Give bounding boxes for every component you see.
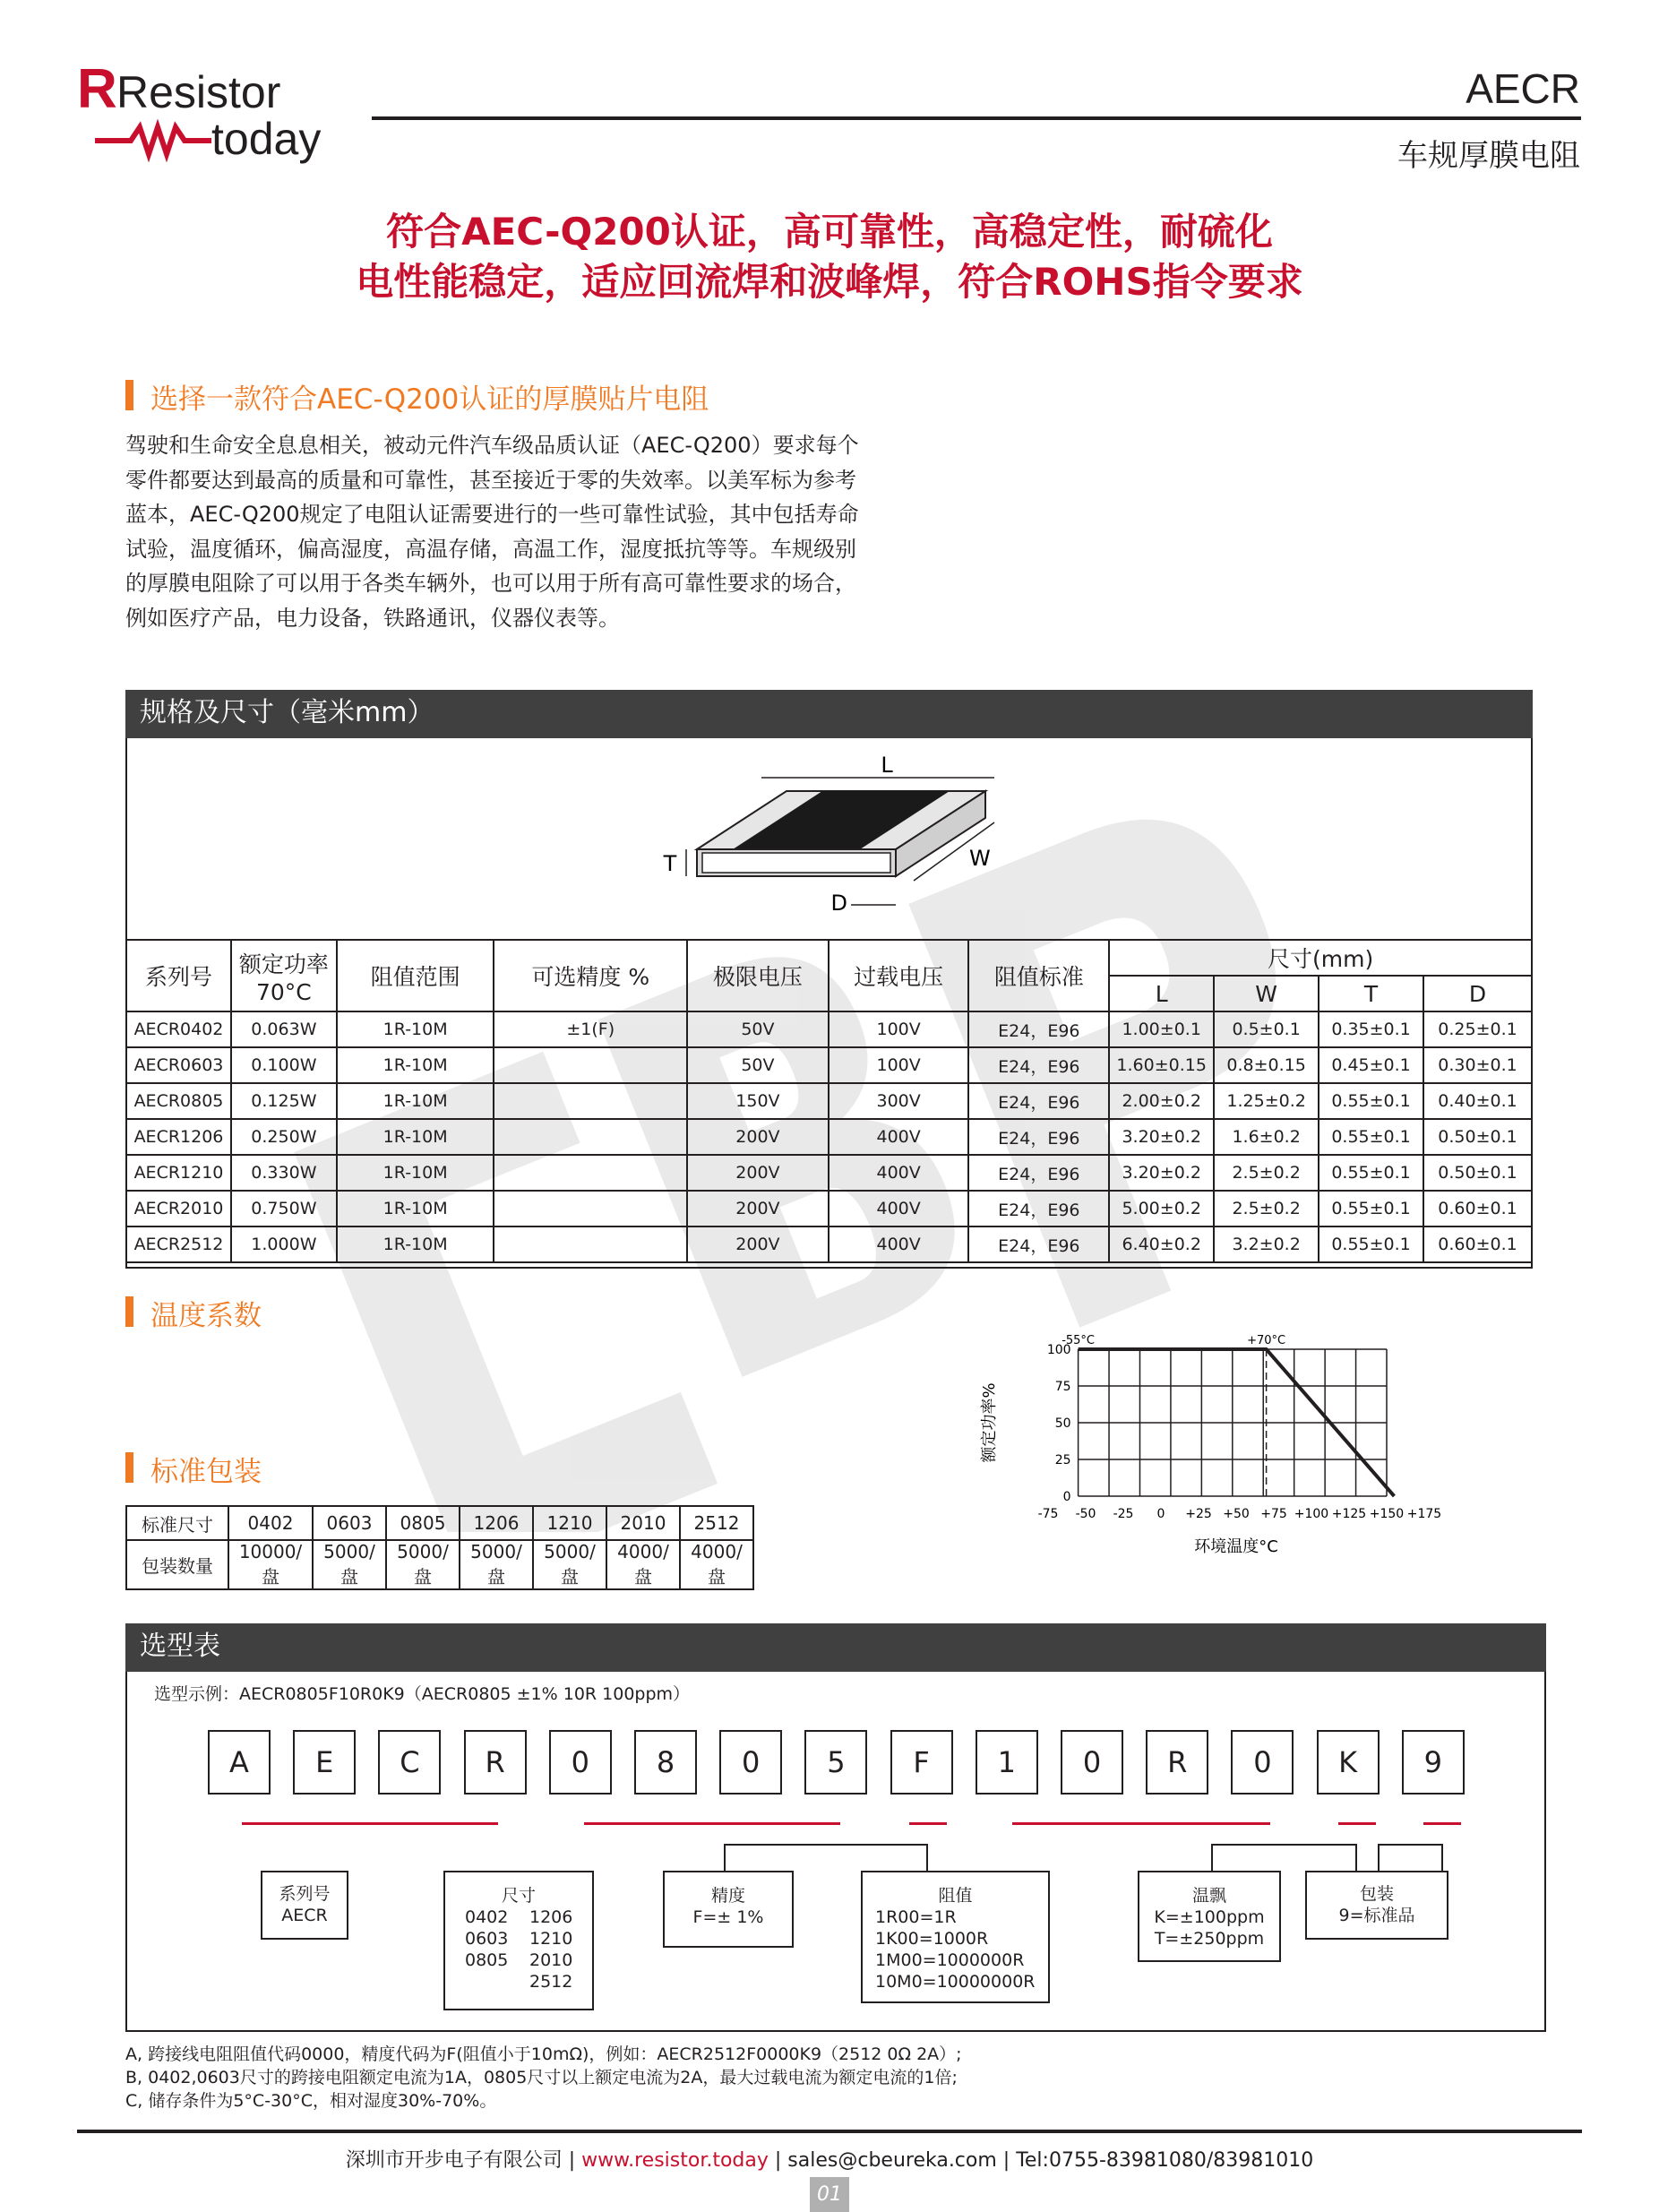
header-rule [372,116,1581,120]
x-tick-label: +25 [1185,1507,1212,1521]
cell-tolerance [494,1047,687,1083]
tcr-legend [1138,1871,1281,1962]
legend-line: 1R00=1R [875,1907,957,1927]
intro-line: 驾驶和生命安全息息相关，被动元件汽车级品质认证（AEC-Q200）要求每个 [125,433,859,458]
derating-chart [976,1317,1460,1559]
page-number: 01 [810,2177,849,2212]
y-tick-label: 25 [1054,1453,1071,1467]
cell-W: 2.5±0.2 [1214,1155,1319,1191]
col-overload-voltage: 过载电压 [829,940,969,1011]
table-row [126,1119,1532,1155]
dim-label-L: L [881,753,893,778]
dim-label-D: D [830,891,847,916]
tcr-legend-values [1139,1906,1279,1949]
group-underline [909,1822,947,1825]
svg-text:R: R [77,58,117,120]
tolerance-legend-title: 精度 [710,1886,745,1906]
col-limit-voltage: 极限电压 [687,940,829,1011]
cell-range: 1R-10M [337,1191,494,1226]
note-c: C, 储存条件为5°C-30°C，相对湿度30%-70%。 [125,2091,497,2111]
table-row [126,1226,1532,1262]
col-power-line1: 额定功率 [238,951,329,977]
package-table [125,1505,754,1590]
y-axis-label: 额定功率% [980,1382,999,1463]
cell-limit-voltage: 50V [687,1011,829,1047]
intro-line: 的厚膜电阻除了可以用于各类车辆外，也可以用于所有高可靠性要求的场合， [125,571,856,596]
product-name: 车规厚膜电阻 [1397,138,1580,174]
table-row [126,1540,753,1589]
cell-standard: E24，E96 [968,1119,1109,1155]
cell-L: 1.00±0.1 [1109,1011,1214,1047]
cell-limit-voltage: 200V [687,1119,829,1155]
selection-title: 选型表 [125,1623,1546,1672]
x-tick-label: +175 [1406,1507,1442,1521]
cell-tolerance: ±1(F) [494,1011,687,1047]
x-tick-label: +75 [1260,1507,1287,1521]
pack-connector [1378,1844,1443,1871]
annotation-knee-temp: +70°C [1247,1334,1286,1347]
cell-limit-voltage: 200V [687,1191,829,1226]
group-underline [1423,1822,1461,1825]
cell-series: AECR2010 [126,1191,231,1226]
selection-example: 选型示例：AECR0805F10R0K9（AECR0805 ±1% 10R 100ppm） [154,1684,691,1704]
col-L: L [1109,976,1214,1011]
part-code-char: 0 [1061,1730,1123,1795]
cell-power: 0.063W [231,1011,337,1047]
series-legend-title: 系列号 [279,1884,331,1904]
cell-overload-voltage: 100V [829,1047,969,1083]
part-code-char: R [464,1730,527,1795]
cell-W: 2.5±0.2 [1214,1191,1319,1226]
y-tick-label: 50 [1054,1416,1071,1431]
part-code-char: A [208,1730,271,1795]
legend-line: 0805 [465,1950,509,1970]
cell-standard: E24，E96 [968,1155,1109,1191]
cell-power: 0.750W [231,1191,337,1226]
footer-rule [77,2130,1582,2133]
cell-power: 0.125W [231,1083,337,1119]
cell-power: 0.250W [231,1119,337,1155]
cell-T: 0.55±0.1 [1319,1155,1423,1191]
package-cell: 5000/盘 [533,1540,606,1589]
product-code: AECR [1466,65,1580,112]
package-cell: 0603 [313,1506,386,1540]
col-power-line2: 70°C [256,978,312,1005]
cell-standard: E24，E96 [968,1047,1109,1083]
cell-range: 1R-10M [337,1226,494,1262]
cell-power: 0.100W [231,1047,337,1083]
part-code-char: 1 [976,1730,1038,1795]
cell-standard: E24，E96 [968,1191,1109,1226]
cell-range: 1R-10M [337,1011,494,1047]
footer-contact: | sales@cbeureka.com | Tel:0755-83981080/83981010 [768,2149,1314,2172]
pack-legend-value: 9=标准品 [1338,1906,1415,1925]
package-cell: 4000/盘 [680,1540,753,1589]
dim-label-W: W [969,846,991,871]
cell-T: 0.45±0.1 [1319,1047,1423,1083]
col-T: T [1319,976,1423,1011]
cell-W: 3.2±0.2 [1214,1226,1319,1262]
package-cell: 2010 [606,1506,680,1540]
slogan-line-1: 符合AEC-Q200认证，高可靠性，高稳定性，耐硫化 [386,210,1273,254]
cell-range: 1R-10M [337,1155,494,1191]
chip-dimension-diagram [627,751,1057,921]
tolerance-legend-value: F=± 1% [692,1907,764,1927]
legend-line: 10M0=10000000R [875,1972,1036,1992]
cell-D: 0.60±0.1 [1423,1191,1532,1226]
part-code-char: 0 [719,1730,782,1795]
table-row [126,1191,1532,1226]
part-code-char: F [890,1730,953,1795]
cell-tolerance [494,1155,687,1191]
part-code-char: 0 [1231,1730,1294,1795]
cell-tolerance [494,1226,687,1262]
resistance-legend [861,1871,1050,2003]
legend-line: K=±100ppm [1154,1907,1265,1927]
cell-D: 0.50±0.1 [1423,1119,1532,1155]
size-legend-title: 尺寸 [501,1886,536,1906]
intro-line: 试验，温度循环，偏高湿度，高温存储，高温工作，湿度抵抗等等。车规级别 [125,536,856,562]
note-b: B, 0402,0603尺寸的跨接电阻额定电流为1A，0805尺寸以上额定电流为2A，最大过载电流为额定电流的1倍; [125,2068,958,2087]
cell-limit-voltage: 200V [687,1155,829,1191]
cell-overload-voltage: 400V [829,1226,969,1262]
cell-D: 0.25±0.1 [1423,1011,1532,1047]
intro-line: 蓝本，AEC-Q200规定了电阻认证需要进行的一些可靠性试验，其中包括寿命 [125,502,859,527]
package-cell: 5000/盘 [386,1540,460,1589]
resistance-legend-values [863,1906,1048,1993]
cell-L: 3.20±0.2 [1109,1155,1214,1191]
intro-line: 例如医疗产品，电力设备，铁路通讯，仪器仪表等。 [125,605,620,631]
tcr-legend-title: 温飘 [1191,1886,1226,1906]
size-legend [443,1871,594,2010]
cell-D: 0.50±0.1 [1423,1155,1532,1191]
part-code-char: 0 [549,1730,612,1795]
cell-T: 0.35±0.1 [1319,1011,1423,1047]
tcr-connector [1211,1844,1357,1871]
size-legend-col2 [529,1906,572,1993]
package-cell: 0402 [228,1506,313,1540]
cell-limit-voltage: 150V [687,1083,829,1119]
spec-title: 规格及尺寸（毫米mm） [125,690,1533,738]
intro-line: 零件都要达到最高的质量和可靠性，甚至接近于零的失效率。以美军标为参考 [125,467,856,493]
x-tick-label: +125 [1331,1507,1367,1521]
x-tick-label: 0 [1156,1507,1165,1521]
cell-L: 6.40±0.2 [1109,1226,1214,1262]
package-row-label: 包装数量 [126,1540,228,1589]
part-code-char: R [1146,1730,1208,1795]
legend-line: T=±250ppm [1154,1929,1265,1949]
x-axis-label: 环境温度°C [1194,1537,1278,1556]
legend-line: 1K00=1000R [875,1929,989,1949]
legend-line: 2010 [529,1950,573,1970]
cell-L: 3.20±0.2 [1109,1119,1214,1155]
col-range: 阻值范围 [337,940,494,1011]
cell-overload-voltage: 100V [829,1011,969,1047]
part-code-char: 9 [1402,1730,1465,1795]
cell-L: 2.00±0.2 [1109,1083,1214,1119]
cell-W: 0.5±0.1 [1214,1011,1319,1047]
x-tick-label: +100 [1294,1507,1329,1521]
cell-tolerance [494,1083,687,1119]
package-cell: 0805 [386,1506,460,1540]
legend-line: 1M00=1000000R [875,1950,1025,1970]
group-underline [1012,1822,1270,1825]
footer-website-link[interactable]: www.resistor.today [581,2149,769,2172]
cell-D: 0.40±0.1 [1423,1083,1532,1119]
cell-L: 1.60±0.15 [1109,1047,1214,1083]
group-underline [584,1822,840,1825]
group-underline [242,1822,498,1825]
tolerance-legend [663,1871,794,1948]
logo-text-bottom: today [211,114,322,164]
cell-series: AECR1206 [126,1119,231,1155]
logo-text-top: Resistor [116,67,281,117]
resistance-legend-title: 阻值 [938,1886,973,1906]
table-row [126,1155,1532,1191]
package-cell: 1206 [460,1506,533,1540]
cell-W: 0.8±0.15 [1214,1047,1319,1083]
legend-line: 0603 [465,1929,509,1949]
cell-overload-voltage: 300V [829,1083,969,1119]
package-heading: 标准包装 [125,1449,262,1489]
cell-series: AECR1210 [126,1155,231,1191]
cell-T: 0.55±0.1 [1319,1083,1423,1119]
group-underline [1338,1822,1376,1825]
series-legend [261,1871,348,1940]
cell-D: 0.60±0.1 [1423,1226,1532,1262]
cell-standard: E24，E96 [968,1011,1109,1047]
col-standard: 阻值标准 [968,940,1109,1011]
legend-line: 1206 [529,1907,573,1927]
cell-tolerance [494,1119,687,1155]
col-power [231,940,337,1011]
cell-D: 0.30±0.1 [1423,1047,1532,1083]
col-W: W [1214,976,1319,1011]
cell-W: 1.25±0.2 [1214,1083,1319,1119]
col-tolerance: 可选精度 % [494,940,687,1011]
brand-logo [77,56,364,181]
package-cell: 5000/盘 [460,1540,533,1589]
cell-W: 1.6±0.2 [1214,1119,1319,1155]
table-row [126,1506,753,1540]
table-header-row [126,940,1532,976]
note-a: A, 跨接线电阻阻值代码0000，精度代码为F(阻值小于10mΩ)，例如：AECR2512F0000K9（2512 0Ω 2A）; [125,2044,962,2064]
x-tick-label: -75 [1037,1507,1059,1521]
package-row-label: 标准尺寸 [126,1506,228,1540]
col-size: 尺寸(mm) [1109,940,1532,976]
cell-power: 1.000W [231,1226,337,1262]
table-row [126,1083,1532,1119]
dim-label-T: T [663,851,677,876]
cell-range: 1R-10M [337,1047,494,1083]
x-tick-label: -50 [1075,1507,1096,1521]
x-tick-label: -25 [1113,1507,1134,1521]
size-legend-col1 [465,1906,529,1993]
cell-limit-voltage: 50V [687,1047,829,1083]
series-legend-value: AECR [281,1906,328,1925]
cell-range: 1R-10M [337,1119,494,1155]
cell-L: 5.00±0.2 [1109,1191,1214,1226]
package-cell: 4000/盘 [606,1540,680,1589]
cell-series: AECR0603 [126,1047,231,1083]
cell-series: AECR0805 [126,1083,231,1119]
legend-line: 1210 [529,1929,573,1949]
intro-paragraph [125,428,967,635]
y-tick-label: 75 [1054,1380,1071,1394]
cell-overload-voltage: 400V [829,1191,969,1226]
cell-T: 0.55±0.1 [1319,1226,1423,1262]
legend-line: 2512 [529,1972,573,1992]
part-code-char: K [1317,1730,1380,1795]
package-cell: 2512 [680,1506,753,1540]
cell-limit-voltage: 200V [687,1226,829,1262]
cell-standard: E24，E96 [968,1226,1109,1262]
footer-company: 深圳市开步电子有限公司 | [345,2149,582,2172]
part-code-char: C [378,1730,441,1795]
slogan-line-2: 电性能稳定，适应回流焊和波峰焊，符合ROHS指令要求 [356,260,1303,304]
col-D: D [1423,976,1532,1011]
cell-standard: E24，E96 [968,1083,1109,1119]
cell-tolerance [494,1191,687,1226]
package-cell: 1210 [533,1506,606,1540]
legend-line: 0402 [465,1907,509,1927]
part-code-char: 5 [804,1730,867,1795]
annotation-min-temp: -55°C [1062,1334,1096,1347]
tolerance-connector [724,1844,928,1871]
cell-T: 0.55±0.1 [1319,1191,1423,1226]
pack-legend [1305,1871,1448,1940]
pack-legend-title: 包装 [1359,1884,1394,1904]
cell-overload-voltage: 400V [829,1119,969,1155]
temperature-heading: 温度系数 [125,1293,262,1333]
y-tick-label: 0 [1062,1490,1071,1504]
cell-range: 1R-10M [337,1083,494,1119]
intro-heading: 选择一款符合AEC-Q200认证的厚膜贴片电阻 [125,376,709,417]
x-tick-label: +50 [1223,1507,1250,1521]
spec-table [125,939,1533,1263]
footer [0,2145,1659,2173]
part-code-char: E [293,1730,356,1795]
table-row [126,1047,1532,1083]
cell-power: 0.330W [231,1155,337,1191]
cell-overload-voltage: 400V [829,1155,969,1191]
x-tick-label: +150 [1369,1507,1405,1521]
cell-series: AECR2512 [126,1226,231,1262]
cell-T: 0.55±0.1 [1319,1119,1423,1155]
package-cell: 5000/盘 [313,1540,386,1589]
cell-series: AECR0402 [126,1011,231,1047]
part-code-char: 8 [634,1730,697,1795]
package-cell: 10000/盘 [228,1540,313,1589]
table-row [126,1011,1532,1047]
y-tick-label: 100 [1046,1343,1071,1357]
col-series: 系列号 [126,940,231,1011]
